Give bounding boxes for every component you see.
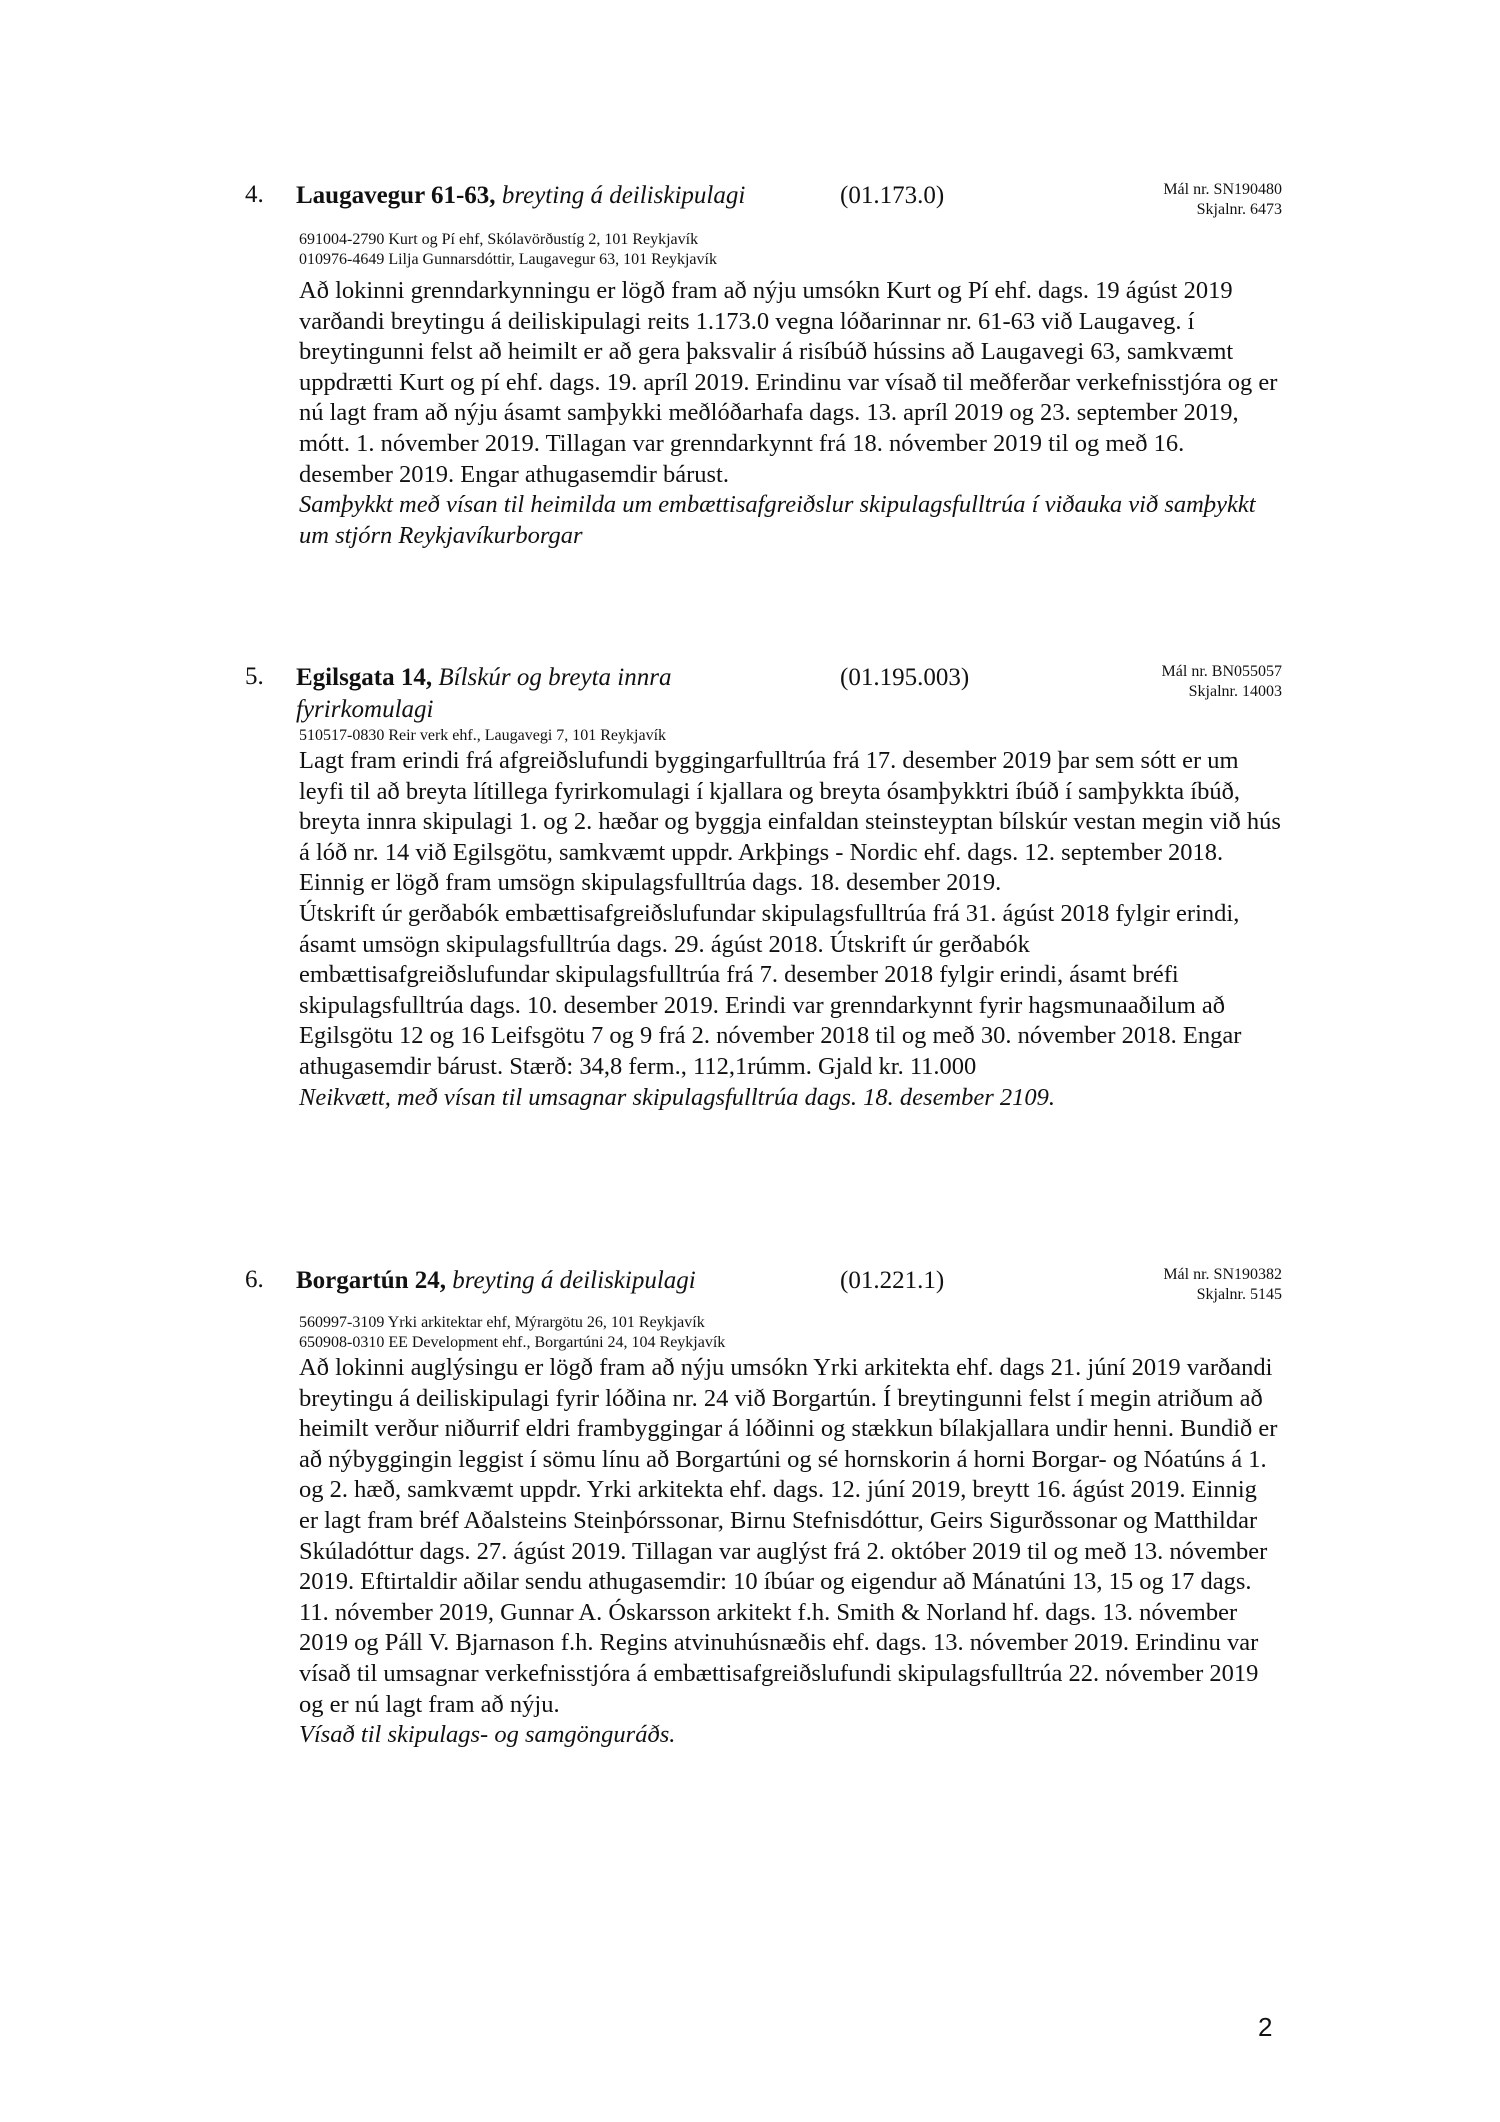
item-subtitle: breyting á deiliskipulagi xyxy=(452,1267,696,1294)
item-conclusion: Vísað til skipulags- og samgönguráðs. xyxy=(299,1721,676,1749)
parties-list xyxy=(299,230,717,270)
item-title: Egilsgata 14, xyxy=(296,664,433,691)
item-subtitle: Bílskúr og breyta innra fyrirkomulagi xyxy=(296,664,672,723)
page-number: 2 xyxy=(1258,2012,1273,2042)
item-heading xyxy=(296,662,766,726)
item-subtitle: breyting á deiliskipulagi xyxy=(501,182,746,209)
case-number: Mál nr. SN190382 xyxy=(1163,1266,1282,1283)
item-title: Borgartún 24, xyxy=(296,1267,446,1294)
item-body xyxy=(299,276,1282,551)
party-line: 650908-0310 EE Development ehf., Borgartúni 24, 104 Reykjavík xyxy=(299,1334,726,1351)
body-paragraph: Að lokinni grenndarkynningu er lögð fram að nýju umsókn Kurt og Pí ehf. dags. 19 ágúst 2019 varðandi breytingu á deiliskipulagi reits 1.173.0 vegna lóðarinnar nr. 61-63 við Laugaveg. í breytingunni felst að heimilt er að gera þaksvalir á risíbúð hússins að Laugavegi 63, samkvæmt uppdrætti Kurt og pí ehf. dags. 19. apríl 2019. Erindinu var vísað til meðferðar verkefnisstjóra og er nú lagt fram að nýju ásamt samþykki meðlóðarhafa dags. 13. apríl 2019 og 23. september 2019, mótt. 1. nóvember 2019. Tillagan var grenndarkynnt frá 18. nóvember 2019 til og með 16. desember 2019. Engar athugasemdir bárust. xyxy=(299,277,1278,488)
item-body xyxy=(299,1353,1282,1751)
body-paragraph: Lagt fram erindi frá afgreiðslufundi byggingarfulltrúa frá 17. desember 2019 þar sem sótt er um leyfi til að breyta lítillega fyrirkomulagi í kjallara og breyta ósamþykktri íbúð í samþykkta íbúð, breyta innra skipulagi 1. og 2. hæðar og byggja einfaldan steinsteyptan bílskúr vestan megin við hús á lóð nr. 14 við Egilsgötu, samkvæmt uppdr. Arkþings - Nordic ehf. dags. 12. september 2018. Einnig er lögð fram umsögn skipulagsfulltrúa dags. 18. desember 2019. xyxy=(299,747,1281,897)
item-conclusion: Samþykkt með vísan til heimilda um embættisafgreiðslur skipulagsfulltrúa í viðauka við samþykkt um stjórn Reykjavíkurborgar xyxy=(299,491,1256,549)
item-code: (01.173.0) xyxy=(840,182,945,209)
body-paragraph: Að lokinni auglýsingu er lögð fram að nýju umsókn Yrki arkitekta ehf. dags 21. júní 2019 varðandi breytingu á deiliskipulagi fyrir lóðina nr. 24 við Borgartún. Í breytingunni felst í megin atriðum að heimilt verður niðurrif eldri frambyggingar á lóðinni og stækkun bílakjallara undir henni. Bundið er að nýbyggingin leggist í sömu línu að Borgartúni og sé hornskorin á horni Borgar- og Nóatúns á 1. og 2. hæð, samkvæmt uppdr. Yrki arkitekta ehf. dags. 12. júní 2019, breytt 16. ágúst 2019. Einnig er lagt fram bréf Aðalsteins Steinþórssonar, Birnu Stefnisdóttur, Geirs Sigurðssonar og Matthildar Skúladóttur dags. 27. ágúst 2019. Tillagan var auglýst frá 2. október 2019 til og með 13. nóvember 2019. Eftirtaldir aðilar sendu athugasemdir: 10 íbúar og eigendur að Mánatúni 13, 15 og 17 dags. 11. nóvember 2019, Gunnar A. Óskarsson arkitekt f.h. Smith & Norland hf. dags. 13. nóvember 2019 og Páll V. Bjarnason f.h. Regins atvinuhúsnæðis ehf. dags. 13. nóvember 2019. Erindinu var vísað til umsagnar verkefnisstjóra á embættisafgreiðslufundi skipulagsfulltrúa 22. nóvember 2019 og er nú lagt fram að nýju. xyxy=(299,1354,1278,1718)
party-line: 691004-2790 Kurt og Pí ehf, Skólavörðustíg 2, 101 Reykjavík xyxy=(299,231,699,248)
item-number: 4. xyxy=(245,181,264,208)
case-number: Mál nr. BN055057 xyxy=(1161,663,1282,680)
parties-list xyxy=(299,1313,725,1353)
party-line: 510517-0830 Reir verk ehf., Laugavegi 7, 101 Reykjavík xyxy=(299,727,667,744)
case-number: Mál nr. SN190480 xyxy=(1163,181,1282,198)
document-number: Skjalnr. 14003 xyxy=(1188,683,1282,700)
item-references xyxy=(1163,1265,1282,1305)
item-body xyxy=(299,746,1282,1113)
item-references xyxy=(1162,662,1282,702)
document-number: Skjalnr. 6473 xyxy=(1196,201,1282,218)
item-code: (01.221.1) xyxy=(840,1267,945,1294)
parties-list xyxy=(299,726,666,746)
party-line: 010976-4649 Lilja Gunnarsdóttir, Laugavegur 63, 101 Reykjavík xyxy=(299,251,717,268)
item-code: (01.195.003) xyxy=(840,664,970,691)
item-number: 5. xyxy=(245,663,264,690)
party-line: 560997-3109 Yrki arkitektar ehf, Mýrargötu 26, 101 Reykjavík xyxy=(299,1314,705,1331)
item-title: Laugavegur 61-63, xyxy=(296,182,496,209)
document-number: Skjalnr. 5145 xyxy=(1196,1286,1282,1303)
item-number: 6. xyxy=(245,1266,264,1293)
item-conclusion: Neikvætt, með vísan til umsagnar skipulagsfulltrúa dags. 18. desember 2109. xyxy=(299,1083,1056,1111)
body-paragraph: Útskrift úr gerðabók embættisafgreiðslufundar skipulagsfulltrúa frá 31. ágúst 2018 fylgir erindi, ásamt umsögn skipulagsfulltrúa dags. 29. ágúst 2018. Útskrift úr gerðabók embættisafgreiðslufundar skipulagsfulltrúa frá 7. desember 2018 fylgir erindi, ásamt bréfi skipulagsfulltrúa dags. 10. desember 2019. Erindi var grenndarkynnt fyrir hagsmunaaðilum að Egilsgötu 12 og 16 Leifsgötu 7 og 9 frá 2. nóvember 2018 til og með 30. nóvember 2018. Engar athugasemdir bárust. Stærð: 34,8 ferm., 112,1rúmm. Gjald kr. 11.000 xyxy=(299,899,1242,1080)
item-references xyxy=(1163,180,1282,220)
